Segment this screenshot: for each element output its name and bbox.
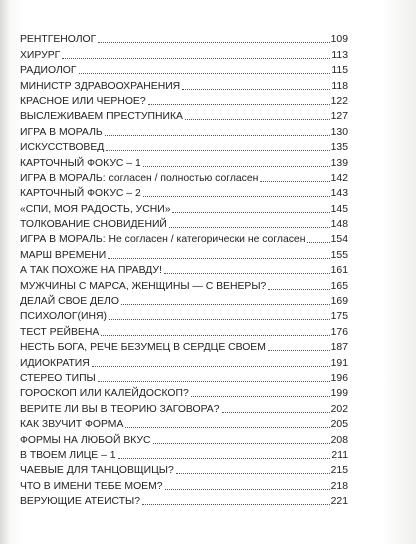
toc-entry-title: ЧТО В ИМЕНИ ТЕБЕ МОЕМ?: [20, 480, 163, 492]
toc-entry-title: ВЫСЛЕЖИВАЕМ ПРЕСТУПНИКА: [20, 111, 183, 123]
dot-leader: [62, 58, 330, 59]
toc-entry: [20, 400, 348, 415]
toc-entry-page-number: 139: [330, 157, 348, 169]
toc-entry-title: МАРШ ВРЕМЕНИ: [20, 249, 107, 261]
dot-leader: [185, 119, 330, 120]
dot-leader: [153, 443, 330, 444]
toc-entry: [20, 416, 348, 431]
toc-entry-title: ПСИХОЛОГ(ИНЯ): [20, 311, 107, 323]
toc-entry-page-number: 122: [330, 95, 348, 107]
dot-leader: [98, 42, 329, 43]
dot-leader: [222, 412, 330, 413]
toc-entry: [20, 246, 348, 261]
toc-entry-title: В ТВОЕМ ЛИЦЕ – 1: [20, 449, 116, 461]
toc-entry-page-number: 118: [331, 80, 348, 92]
toc-entry: [20, 293, 348, 308]
toc-entry: [20, 462, 348, 477]
toc-entry-title: СТЕРЕО ТИПЫ: [20, 372, 96, 384]
toc-entry-page-number: 169: [330, 296, 348, 308]
toc-entry: [20, 431, 348, 446]
dot-leader: [143, 166, 330, 167]
toc-entry-title: ТЕСТ РЕЙВЕНА: [20, 326, 100, 338]
toc-entry-title: ФОРМЫ НА ЛЮБОЙ ВКУС: [20, 434, 151, 446]
toc-entry-page-number: 155: [330, 249, 348, 261]
toc-entry: [20, 170, 348, 185]
toc-entry: [20, 323, 348, 338]
toc-entry: [20, 477, 348, 492]
toc-entry: [20, 93, 348, 108]
dot-leader: [118, 458, 331, 459]
dot-leader: [268, 289, 329, 290]
toc-entry-title: ИГРА В МОРАЛЬ: Не согласен / категорически не согласен: [20, 234, 306, 246]
toc-entry-page-number: 148: [330, 219, 348, 231]
dot-leader: [143, 196, 330, 197]
toc-entry-page-number: 154: [330, 234, 348, 246]
dot-leader: [92, 366, 330, 367]
toc-entry-title: ИДИОКРАТИЯ: [20, 357, 90, 369]
toc-entry-page-number: 208: [330, 434, 348, 446]
toc-entry: [20, 308, 348, 323]
toc-entry-title: ВЕРИТЕ ЛИ ВЫ В ТЕОРИЮ ЗАГОВОРА?: [20, 403, 220, 415]
toc-entry-title: ГОРОСКОП ИЛИ КАЛЕЙДОСКОП?: [20, 388, 189, 400]
toc-entry-title: МИНИСТР ЗДРАВООХРАНЕНИЯ: [20, 80, 181, 92]
dot-leader: [307, 242, 329, 243]
toc-entry: [20, 154, 348, 169]
toc-entry-page-number: 211: [331, 449, 348, 461]
dot-leader: [125, 427, 329, 428]
toc-entry-page-number: 127: [330, 111, 348, 123]
toc-entry: [20, 123, 348, 138]
toc-entry: [20, 339, 348, 354]
dot-leader: [98, 381, 330, 382]
dot-leader: [191, 396, 330, 397]
toc-entry: [20, 354, 348, 369]
toc-entry: [20, 46, 348, 61]
toc-entry: [20, 139, 348, 154]
toc-entry-page-number: 191: [330, 357, 348, 369]
toc-entry-title: ХИРУРГ: [20, 49, 61, 61]
toc-entry-page-number: 199: [330, 388, 348, 400]
toc-entry: [20, 200, 348, 215]
toc-entry-page-number: 130: [330, 126, 348, 138]
dot-leader: [148, 104, 330, 105]
dot-leader: [172, 212, 329, 213]
toc-entry-title: ИСКУССТВОВЕД: [20, 142, 105, 154]
toc-entry-title: РАДИОЛОГ: [20, 65, 77, 77]
toc-entry-page-number: 196: [330, 372, 348, 384]
table-of-contents: [20, 31, 348, 508]
dot-leader: [182, 89, 330, 90]
toc-entry: [20, 108, 348, 123]
toc-entry-title: НЕСТЬ БОГА, РЕЧЕ БЕЗУМЕЦ В СЕРДЦЕ СВОЕМ: [20, 342, 266, 354]
page-fold-shadow: [0, 0, 10, 544]
toc-entry-page-number: 113: [331, 49, 348, 61]
toc-entry-page-number: 165: [330, 280, 348, 292]
toc-entry: [20, 493, 348, 508]
toc-entry: [20, 447, 348, 462]
toc-entry-page-number: 176: [330, 326, 348, 338]
toc-entry: [20, 277, 348, 292]
toc-entry: [20, 262, 348, 277]
dot-leader: [101, 335, 329, 336]
toc-entry-page-number: 109: [330, 34, 348, 46]
toc-entry-page-number: 135: [330, 142, 348, 154]
dot-leader: [165, 489, 330, 490]
toc-entry-title: КАРТОЧНЫЙ ФОКУС – 1: [20, 157, 141, 169]
toc-entry-page-number: 115: [331, 65, 348, 77]
toc-entry-title: «СПИ, МОЯ РАДОСТЬ, УСНИ»: [20, 203, 171, 215]
toc-entry-page-number: 202: [330, 403, 348, 415]
toc-entry: [20, 185, 348, 200]
dot-leader: [268, 350, 330, 351]
toc-entry-title: ИГРА В МОРАЛЬ: [20, 126, 103, 138]
toc-entry-page-number: 175: [330, 311, 348, 323]
toc-entry-title: ДЕЛАЙ СВОЕ ДЕЛО: [20, 296, 119, 308]
toc-entry-title: КАК ЗВУЧИТ ФОРМА: [20, 419, 124, 431]
toc-entry-page-number: 218: [330, 480, 348, 492]
toc-entry: [20, 370, 348, 385]
toc-entry: [20, 62, 348, 77]
toc-entry-title: ЧАЕВЫЕ ДЛЯ ТАНЦОВЩИЦЫ?: [20, 465, 174, 477]
toc-entry-page-number: 221: [330, 496, 348, 508]
toc-entry: [20, 385, 348, 400]
dot-leader: [169, 227, 330, 228]
toc-entry-page-number: 187: [330, 342, 348, 354]
toc-entry: [20, 31, 348, 46]
toc-entry-title: РЕНТГЕНОЛОГ: [20, 34, 97, 46]
dot-leader: [142, 504, 330, 505]
toc-entry-title: А ТАК ПОХОЖЕ НА ПРАВДУ!: [20, 265, 162, 277]
dot-leader: [176, 473, 330, 474]
toc-entry-page-number: 145: [330, 203, 348, 215]
dot-leader: [105, 135, 330, 136]
dot-leader: [79, 73, 331, 74]
toc-entry-title: КАРТОЧНЫЙ ФОКУС – 2: [20, 188, 141, 200]
toc-entry-page-number: 215: [330, 465, 348, 477]
dot-leader: [106, 150, 329, 151]
toc-entry-title: ИГРА В МОРАЛЬ: согласен / полностью согласен: [20, 172, 259, 184]
toc-entry-title: ВЕРУЮЩИЕ АТЕИСТЫ?: [20, 496, 141, 508]
toc-entry-title: КРАСНОЕ ИЛИ ЧЕРНОЕ?: [20, 95, 146, 107]
toc-entry: [20, 77, 348, 92]
dot-leader: [121, 304, 330, 305]
toc-entry: [20, 216, 348, 231]
toc-entry-title: МУЖЧИНЫ С МАРСА, ЖЕНЩИНЫ — С ВЕНЕРЫ?: [20, 280, 267, 292]
dot-leader: [260, 181, 329, 182]
toc-entry-page-number: 142: [330, 172, 348, 184]
toc-entry-page-number: 205: [330, 419, 348, 431]
dot-leader: [109, 319, 330, 320]
toc-entry-page-number: 143: [330, 188, 348, 200]
toc-entry-page-number: 161: [330, 265, 348, 277]
dot-leader: [164, 273, 330, 274]
toc-entry-title: ТОЛКОВАНИЕ СНОВИДЕНИЙ: [20, 219, 167, 231]
dot-leader: [108, 258, 329, 259]
toc-entry: [20, 231, 348, 246]
